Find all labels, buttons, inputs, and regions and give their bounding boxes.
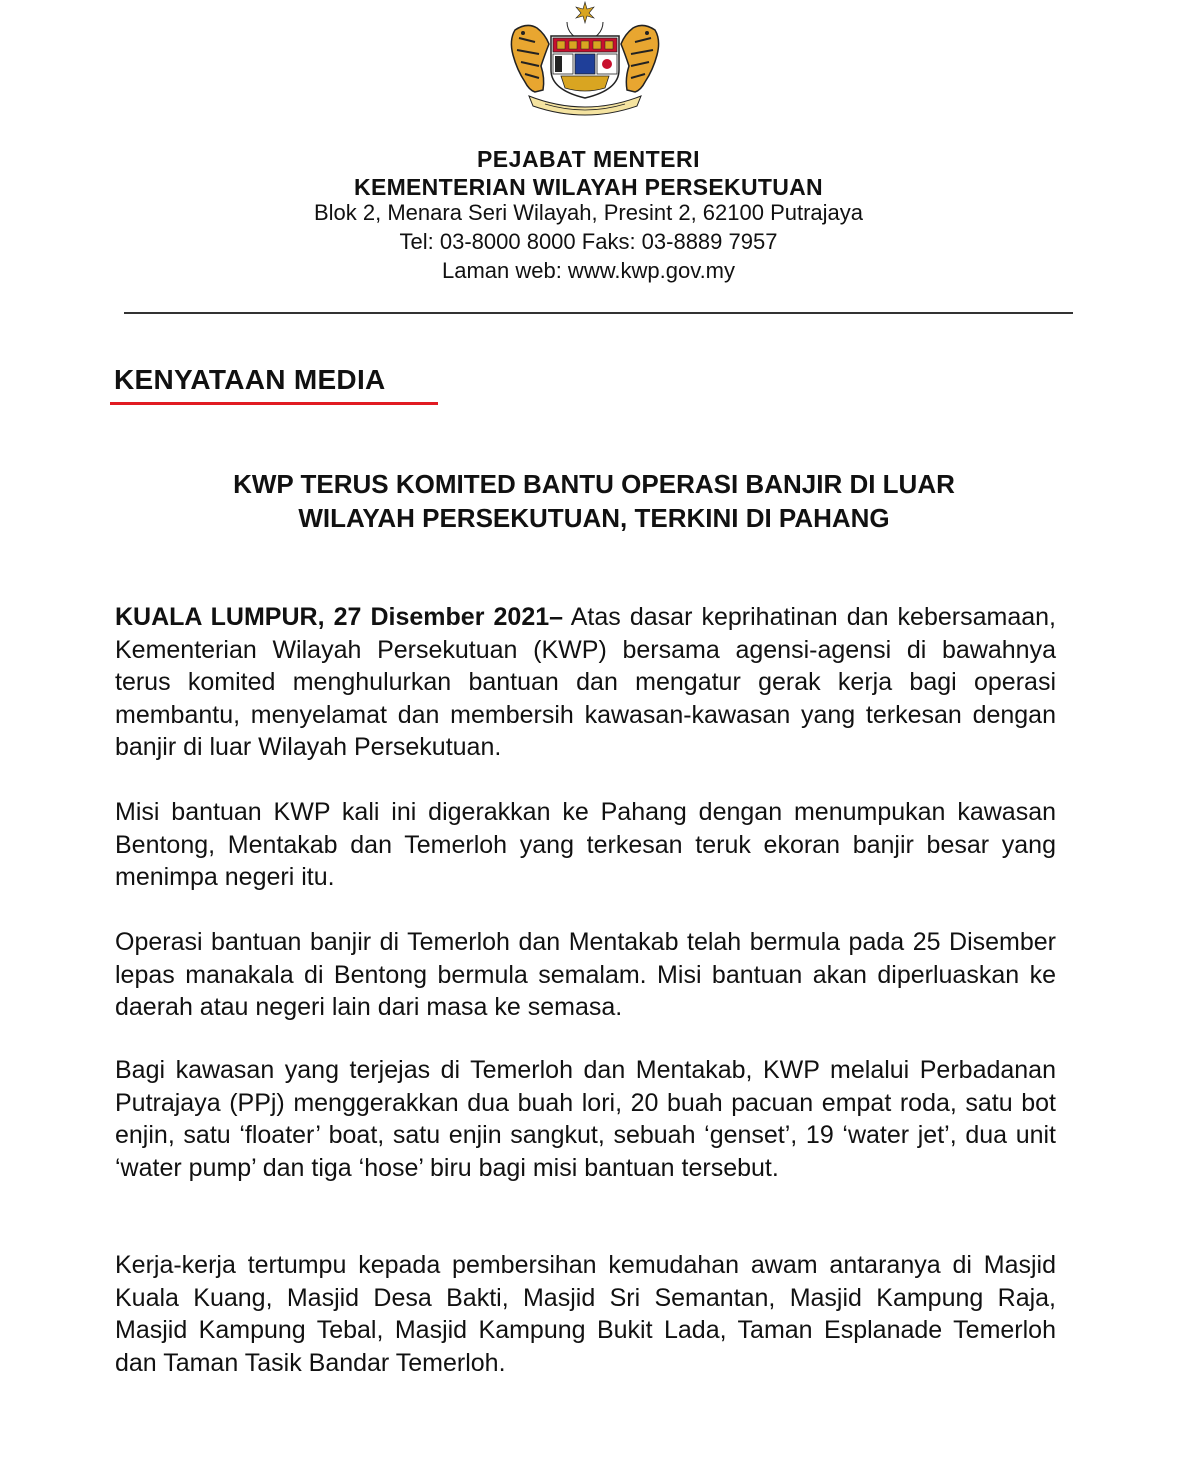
document-type-label: KENYATAAN MEDIA — [114, 364, 386, 395]
paragraph-5: Kerja-kerja tertumpu kepada pembersihan kemudahan awam antaranya di Masjid Kuala Kuang, Masjid Desa Bakti, Masjid Sri Semantan, Masjid Kampung Raja, Masjid Kampung Tebal, Masjid Kampung Bukit Lada, Taman Esplanade Temerloh dan Taman Tasik Bandar Temerloh. — [115, 1251, 1056, 1377]
office-name: PEJABAT MENTERI — [476, 146, 701, 172]
paragraph-2: Misi bantuan KWP kali ini digerakkan ke Pahang dengan menumpukan kawasan Bentong, Mentakab dan Temerloh yang terkesan teruk ekoran banjir besar yang menimpa negeri itu. — [115, 798, 1056, 891]
document-type-underline — [110, 402, 438, 405]
headline-line-2: WILAYAH PERSEKUTUAN, TERKINI DI PAHANG — [298, 503, 890, 533]
headline-line-1: KWP TERUS KOMITED BANTU OPERASI BANJIR DI LUAR — [233, 469, 955, 499]
contact-numbers: Tel: 03-8000 8000 Faks: 03-8889 7957 — [399, 229, 778, 254]
paragraph-4: Bagi kawasan yang terjejas di Temerloh dan Mentakab, KWP melalui Perbadanan Putrajaya (PPj) menggerakkan dua buah lori, 20 buah pacuan empat roda, satu bot enjin, satu ‘floater’ boat, satu enjin sangkut, sebuah ‘genset’, 19 ‘water jet’, dua unit ‘water pump’ dan tiga ‘hose’ biru bagi misi bantuan tersebut. — [115, 1056, 1056, 1182]
dateline: KUALA LUMPUR, 27 Disember 2021– — [115, 603, 564, 631]
headline — [0, 467, 1177, 535]
header-divider — [124, 312, 1073, 314]
office-address: Blok 2, Menara Seri Wilayah, Presint 2, 62100 Putrajaya — [313, 200, 864, 225]
paragraph-1-text: Atas dasar keprihatinan dan kebersamaan, Kementerian Wilayah Persekutuan (KWP) bersama agensi-agensi di bawahnya terus komited menghulurkan bantuan dan mengatur gerak kerja bagi operasi membantu, menyelamat dan membersih kawasan-kawasan yang terkesan dengan banjir di luar Wilayah Persekutuan. — [115, 603, 1056, 761]
paragraph-1 — [115, 601, 1056, 764]
paragraph-3: Operasi bantuan banjir di Temerloh dan Mentakab telah bermula pada 25 Disember lepas manakala di Bentong bermula semalam. Misi bantuan akan diperluaskan ke daerah atau negeri lain dari masa ke semasa. — [115, 928, 1056, 1021]
malaysia-coat-of-arms-icon — [505, 0, 665, 120]
ministry-name: KEMENTERIAN WILAYAH PERSEKUTUAN — [354, 174, 823, 200]
website: Laman web: www.kwp.gov.my — [441, 258, 736, 283]
